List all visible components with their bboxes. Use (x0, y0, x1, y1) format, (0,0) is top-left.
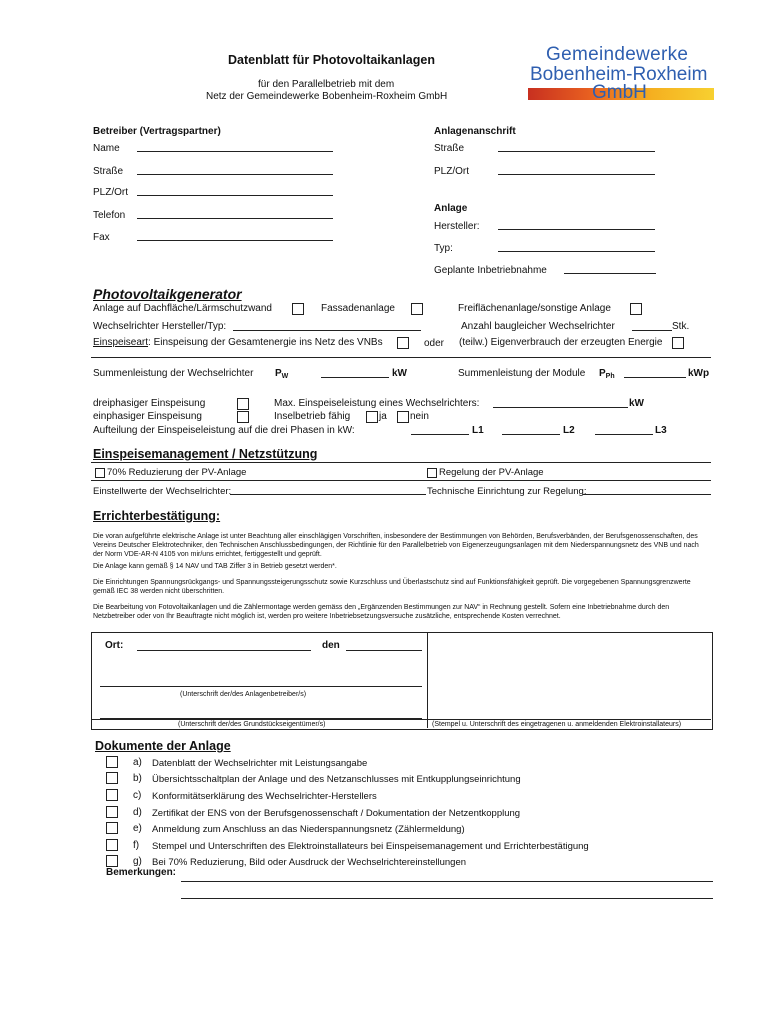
logo-line1: Gemeindewerke (546, 44, 689, 65)
pw-subscript: W (281, 373, 289, 380)
pw-symbol (275, 368, 288, 380)
facade-checkbox[interactable] (411, 303, 423, 315)
sum-inverter-field[interactable] (321, 377, 389, 378)
manufacturer-label: Hersteller: (434, 221, 480, 232)
phase-l3-field[interactable] (595, 434, 653, 435)
kw-unit: kW (392, 368, 407, 379)
operator-city-field[interactable] (137, 195, 333, 196)
document-b-letter: b) (133, 773, 142, 784)
one-phase-checkbox[interactable] (237, 411, 249, 423)
island-label: Inselbetrieb fähig (274, 411, 351, 422)
errichter-heading: Errichterbestätigung: (93, 509, 221, 523)
remarks-field-2[interactable] (181, 898, 713, 899)
form-title: Datenblatt für Photovoltaikanlagen (228, 53, 435, 67)
installer-signature-caption: (Stempel u. Unterschrift des eingetragenen u. anmeldenden Elektroinstallateurs) (432, 721, 682, 728)
inverter-mfr-field[interactable] (233, 330, 421, 331)
island-yes-label: ja (379, 411, 387, 422)
plant-heading: Anlage (434, 203, 468, 214)
errichter-paragraph4: Die Bearbeitung von Fotovoltaikanlagen und die Zählermontage werden gemäss den „Ergänzenden Bestimmungen zur NAV“ in Rechnung gestellt. Sofern eine Inbetriebnahme durch den Netzbetreiber oder von Ihr Beauftragte nicht möglich ist, werden pro weitere Inbetriebsetzungsversuche zusätzliche, entsprechende Kosten verrechnet. (93, 604, 670, 620)
operator-heading: Betreiber (Vertragspartner) (93, 126, 221, 137)
document-f-text: Stempel und Unterschriften des Elektroinstallateurs bei Einspeisemanagement und Errichterbestätigung (152, 841, 589, 852)
pph-symbol (599, 368, 615, 380)
inverter-mfr-label: Wechselrichter Hersteller/Typ: (93, 321, 227, 332)
document-c-letter: c) (133, 790, 142, 801)
document-g-letter: g) (133, 856, 142, 867)
document-a-checkbox[interactable] (106, 756, 118, 768)
phase-l3-label: L3 (655, 425, 667, 436)
max-power-unit: kW (629, 398, 644, 409)
reduction70-label: 70% Reduzierung der PV-Anlage (107, 467, 247, 478)
open-area-label: Freiflächenanlage/sonstige Anlage (458, 303, 611, 314)
documents-heading: Dokumente der Anlage (95, 739, 231, 753)
divider (91, 357, 711, 358)
three-phase-checkbox[interactable] (237, 398, 249, 410)
sum-module-label: Summenleistung der Module (458, 368, 586, 379)
inverter-count-label: Anzahl baugleicher Wechselrichter (461, 321, 615, 332)
company-logo (528, 44, 718, 104)
three-phase-label: dreiphasiger Einspeisung (93, 398, 206, 409)
site-heading: Anlagenanschrift (434, 126, 516, 137)
document-g-checkbox[interactable] (106, 855, 118, 867)
logo-line3: GmbH (592, 82, 647, 103)
type-field[interactable] (498, 251, 655, 252)
manufacturer-field[interactable] (498, 229, 655, 230)
control-label: Regelung der PV-Anlage (439, 467, 544, 478)
document-f-letter: f) (133, 840, 140, 851)
document-c-text: Konformitätserklärung des Wechselrichter-Herstellers (152, 791, 377, 802)
one-phase-label: einphasiger Einspeisung (93, 411, 202, 422)
operator-street-label: Straße (93, 166, 124, 177)
einspeise-heading: Einspeisemanagement / Netzstützung (93, 447, 318, 461)
document-d-checkbox[interactable] (106, 806, 118, 818)
errichter-paragraph2: Die Anlage kann gemäß § 14 NAV und TAB Ziffer 3 in Betrieb gesetzt werden*. (93, 563, 337, 570)
document-b-checkbox[interactable] (106, 772, 118, 784)
phase-l1-label: L1 (472, 425, 484, 436)
einspeise-mid-border (91, 480, 711, 481)
island-no-checkbox[interactable] (397, 411, 409, 423)
remarks-label: Bemerkungen: (106, 867, 177, 878)
inverter-settings-field[interactable] (230, 494, 426, 495)
operator-fax-field[interactable] (137, 240, 333, 241)
max-power-field[interactable] (493, 407, 628, 408)
feed-type-text (93, 337, 383, 348)
island-yes-checkbox[interactable] (366, 411, 378, 423)
site-street-field[interactable] (498, 151, 655, 152)
inverter-settings-label: Einstellwerte der Wechselrichter: (93, 486, 232, 497)
date-field[interactable] (346, 650, 422, 651)
document-e-text: Anmeldung zum Anschluss an das Niederspannungsnetz (Zählermeldung) (152, 824, 465, 835)
owner-signature-caption: (Unterschrift der/des Grundstückseigentümer/s) (178, 721, 326, 728)
stk-label: Stk. (672, 321, 690, 332)
phase-split-label: Aufteilung der Einspeiseleistung auf die drei Phasen in kW: (93, 425, 355, 436)
max-power-label: Max. Einspeiseleistung eines Wechselrichters: (274, 398, 480, 409)
feed-type-label: Einspeiseart (93, 337, 149, 348)
sum-inverter-label: Summenleistung der Wechselrichter (93, 368, 254, 379)
document-a-text: Datenblatt der Wechselrichter mit Leistungsangabe (152, 758, 368, 769)
island-no-label: nein (410, 411, 429, 422)
inverter-count-field[interactable] (632, 330, 672, 331)
remarks-field-1[interactable] (181, 881, 713, 882)
type-label: Typ: (434, 243, 453, 254)
self-consumption-checkbox[interactable] (672, 337, 684, 349)
facade-label: Fassadenanlage (321, 303, 395, 314)
phase-l2-label: L2 (563, 425, 575, 436)
pw-letter: P (275, 368, 282, 379)
operator-name-field[interactable] (137, 151, 333, 152)
operator-phone-label: Telefon (93, 210, 126, 221)
operator-signature-caption: (Unterschrift der/des Anlagenbetreiber/s) (180, 691, 307, 698)
document-d-letter: d) (133, 807, 142, 818)
pph-subscript: Ph (605, 373, 615, 380)
einspeise-top-border (91, 462, 711, 463)
operator-name-label: Name (93, 143, 120, 154)
operator-street-field[interactable] (137, 174, 333, 175)
feed-type-full: : Einspeisung der Gesamtenergie ins Netz des VNBs (148, 337, 383, 348)
reduction70-checkbox[interactable] (95, 468, 105, 478)
document-e-letter: e) (133, 823, 142, 834)
open-area-checkbox[interactable] (630, 303, 642, 315)
operator-signature-line[interactable] (100, 686, 422, 687)
sum-module-field[interactable] (624, 377, 686, 378)
oder-label: oder (424, 338, 445, 349)
operator-phone-field[interactable] (137, 218, 333, 219)
operator-fax-label: Fax (93, 232, 110, 243)
tech-control-field[interactable] (583, 494, 711, 495)
self-consumption-label: (teilw.) Eigenverbrauch der erzeugten Energie (459, 337, 663, 348)
pph-letter: P (599, 368, 606, 379)
errichter-paragraph1: Die voran aufgeführte elektrische Anlage ist unter Beachtung aller einschlägigen Vorschriften, insbesondere der Bestimmungen von Behörden, Berufsverbänden, der Berufsgenossenschaften, des Vereins Deutscher Elektrotechniker, den Technischen Anschlussbedingungen, der Richtlinie für den Parallelbetrieb von Eigenerzeugungsanlagen mit dem Niederspannungsnetz des VNB und nach der Norm VDE-AR-N 4105 von mir/uns errichtet, fertiggestellt und geprüft. (93, 533, 699, 558)
full-feed-checkbox[interactable] (397, 337, 409, 349)
tech-control-label: Technische Einrichtung zur Regelung: (427, 486, 587, 497)
site-street-label: Straße (434, 143, 465, 154)
roof-checkbox[interactable] (292, 303, 304, 315)
roof-label: Anlage auf Dachfläche/Lärmschutzwand (93, 303, 272, 314)
document-f-checkbox[interactable] (106, 839, 118, 851)
site-city-field[interactable] (498, 174, 655, 175)
phase-l2-field[interactable] (502, 434, 560, 435)
kwp-unit: kWp (688, 368, 710, 379)
place-field[interactable] (137, 650, 311, 651)
document-a-letter: a) (133, 757, 142, 768)
signature-divider (427, 632, 428, 728)
errichter-paragraph3: Die Einrichtungen Spannungsrückgangs- und Spannungssteigerungsschutz sowie Kurzschluss und Überlastschutz sind auf Funktionsfähigkeit geprüft. Die vorgegebenen Spannungsgrenzwerte gemäß IEC 38 werden nicht überschritten. (93, 579, 691, 595)
place-label: Ort: (105, 640, 124, 651)
logo-line2: Bobenheim-Roxheim (530, 64, 708, 85)
pv-heading: Photovoltaikgenerator (93, 286, 242, 302)
operator-city-label: PLZ/Ort (93, 187, 129, 198)
commissioning-label: Geplante Inbetriebnahme (434, 265, 547, 276)
document-e-checkbox[interactable] (106, 822, 118, 834)
document-g-text: Bei 70% Reduzierung, Bild oder Ausdruck der Wechselrichtereinstellungen (152, 857, 467, 868)
document-d-text: Zertifikat der ENS von der Berufsgenossenschaft / Dokumentation der Netzentkopplung (152, 808, 521, 819)
site-city-label: PLZ/Ort (434, 166, 470, 177)
subtitle-line2: Netz der Gemeindewerke Bobenheim-Roxheim GmbH (206, 91, 448, 102)
document-b-text: Übersichtsschaltplan der Anlage und des Netzanschlusses mit Entkupplungseinrichtung (152, 774, 521, 785)
commissioning-field[interactable] (564, 273, 656, 274)
phase-l1-field[interactable] (411, 434, 469, 435)
control-checkbox[interactable] (427, 468, 437, 478)
signature-box (91, 632, 713, 730)
date-label: den (322, 640, 340, 651)
subtitle-line1: für den Parallelbetrieb mit dem (258, 79, 395, 90)
document-c-checkbox[interactable] (106, 789, 118, 801)
